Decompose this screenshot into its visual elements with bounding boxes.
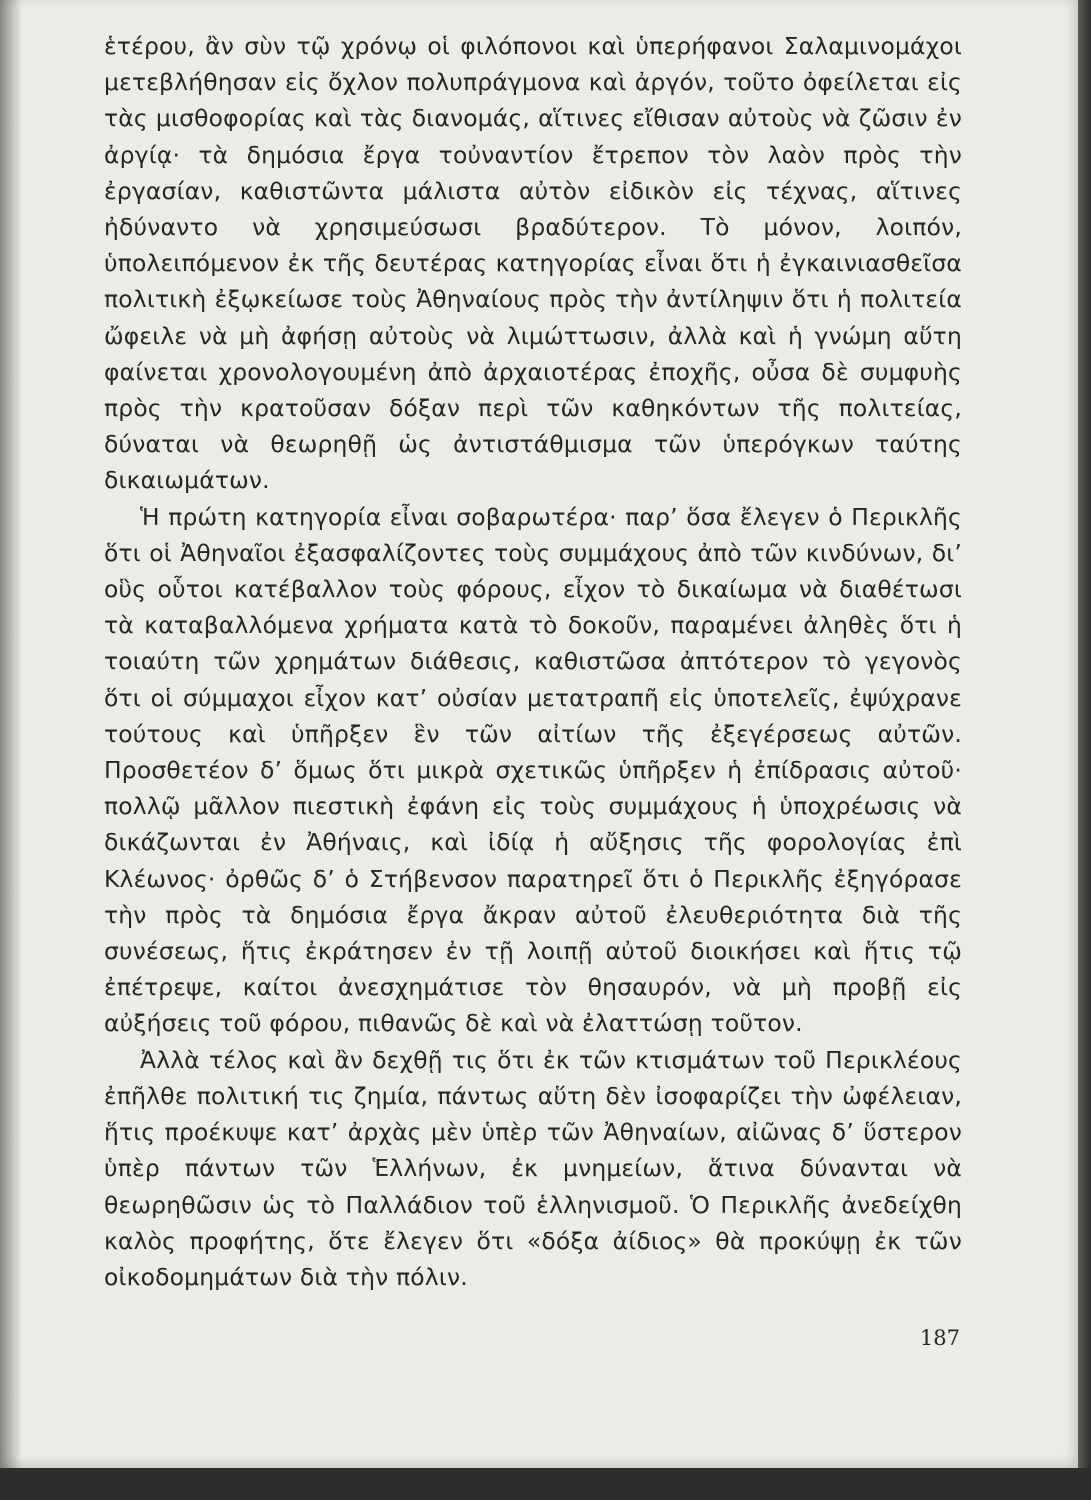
paragraph-3: Ἀλλὰ τέλος καὶ ἂν δεχθῇ τις ὅτι ἐκ τῶν κτισμάτων τοῦ Περικλέους ἐπῆλθε πολιτική τις ζημία, πάντως αὕτη δὲν ἰσοφαρίζει τὴν ὠφέλειαν, ἥτις προέκυψε κατ’ ἀρχὰς μὲν ὑπὲρ τῶν Ἀθηναίων, αἰῶνας δ’ ὕστερον ὑπὲρ πάντων τῶν Ἑλλήνων, ἐκ μνημείων, ἅτινα δύνανται νὰ θεωρηθῶσιν ὡς τὸ Παλλάδιον τοῦ ἑλληνισμοῦ. Ὁ Περικλῆς ἀνεδείχθη καλὸς προφήτης, ὅτε ἔλεγεν ὅτι «δόξα ἀίδιος» θὰ προκύψῃ ἐκ τῶν οἰκοδομημάτων διὰ τὴν πόλιν. [104, 1045, 962, 1291]
paragraph-1: ἑτέρου, ἂν σὺν τῷ χρόνῳ οἱ φιλόπονοι καὶ ὑπερήφανοι Σαλαμινομάχοι μετεβλήθησαν εἰς ὄχλον πολυπράγμονα καὶ ἀργόν, τοῦτο ὀφείλεται εἰς τὰς μισθοφορίας καὶ τὰς διανομάς, αἵτινες εἴθισαν αὐτοὺς νὰ ζῶσιν ἐν ἀργίᾳ· τὰ δημόσια ἔργα τοὐναντίον ἔτρεπον τὸν λαὸν πρὸς τὴν ἐργασίαν, καθιστῶντα μάλιστα αὐτὸν εἰδικὸν εἰς τέχνας, αἵτινες ἠδύναντο νὰ χρησιμεύσωσι βραδύτερον. Τὸ μόνον, λοιπόν, ὑπολειπόμενον ἐκ τῆς δευτέρας κατηγορίας εἶναι ὅτι ἡ ἐγκαινιασθεῖσα πολιτικὴ ἐξῳκείωσε τοὺς Ἀθηναίους πρὸς τὴν ἀντίληψιν ὅτι ἡ πολιτεία ὤφειλε νὰ μὴ ἀφήσῃ αὐτοὺς νὰ λιμώττωσιν, ἀλλὰ καὶ ἡ γνώμη αὕτη φαίνεται χρονολογουμένη ἀπὸ ἀρχαιοτέρας ἐποχῆς, οὖσα δὲ συμφυὴς πρὸς τὴν κρατοῦσαν δόξαν περὶ τῶν καθηκόντων τῆς πολιτείας, δύναται νὰ θεωρηθῇ ὡς ἀντιστάθμισμα τῶν ὑπερόγκων ταύτης δικαιωμάτων. [104, 32, 962, 495]
scan-background-right [1078, 0, 1091, 1500]
body-text [104, 28, 962, 1295]
paragraph-2: Ἡ πρώτη κατηγορία εἶναι σοβαρωτέρα· παρ’ ὅσα ἔλεγεν ὁ Περικλῆς ὅτι οἱ Ἀθηναῖοι ἐξασφαλίζοντες τοὺς συμμάχους ἀπὸ τῶν κινδύνων, δι’ οὓς οὗτοι κατέβαλλον τοὺς φόρους, εἶχον τὸ δικαίωμα νὰ διαθέτωσι τὰ καταβαλλόμενα χρήματα κατὰ τὸ δοκοῦν, παραμένει ἀληθὲς ὅτι ἡ τοιαύτη τῶν χρημάτων διάθεσις, καθιστῶσα ἀπτότερον τὸ γεγονὸς ὅτι οἱ σύμμαχοι εἶχον κατ’ οὐσίαν μετατραπῆ εἰς ὑποτελεῖς, ἐψύχρανε τούτους καὶ ὑπῆρξεν ἓν τῶν αἰτίων τῆς ἐξεγέρσεως αὐτῶν. Προσθετέον δ’ ὅμως ὅτι μικρὰ σχετικῶς ὑπῆρξεν ἡ ἐπίδρασις αὐτοῦ· πολλῷ μᾶλλον πιεστικὴ ἐφάνη εἰς τοὺς συμμάχους ἡ ὑποχρέωσις νὰ δικάζωνται ἐν Ἀθήναις, καὶ ἰδίᾳ ἡ αὔξησις τῆς φορολογίας ἐπὶ Κλέωνος· ὀρθῶς δ’ ὁ Στήβενσον παρατηρεῖ ὅτι ὁ Περικλῆς ἐξηγόρασε τὴν πρὸς τὰ δημόσια ἔργα ἄκραν αὐτοῦ ἐλευθεριότητα διὰ τῆς συνέσεως, ἥτις ἐκράτησεν ἐν τῇ λοιπῇ αὐτοῦ διοικήσει καὶ ἥτις τῷ ἐπέτρεψε, καίτοι ἀνεσχημάτισε τὸν θησαυρόν, νὰ μὴ προβῇ εἰς αὐξήσεις τοῦ φόρου, πιθανῶς δὲ καὶ νὰ ἐλαττώσῃ τοῦτον. [104, 502, 962, 1038]
scan-background-bottom [0, 1468, 1091, 1500]
page-number: 187 [919, 1326, 960, 1350]
spine-shadow [0, 0, 22, 1468]
